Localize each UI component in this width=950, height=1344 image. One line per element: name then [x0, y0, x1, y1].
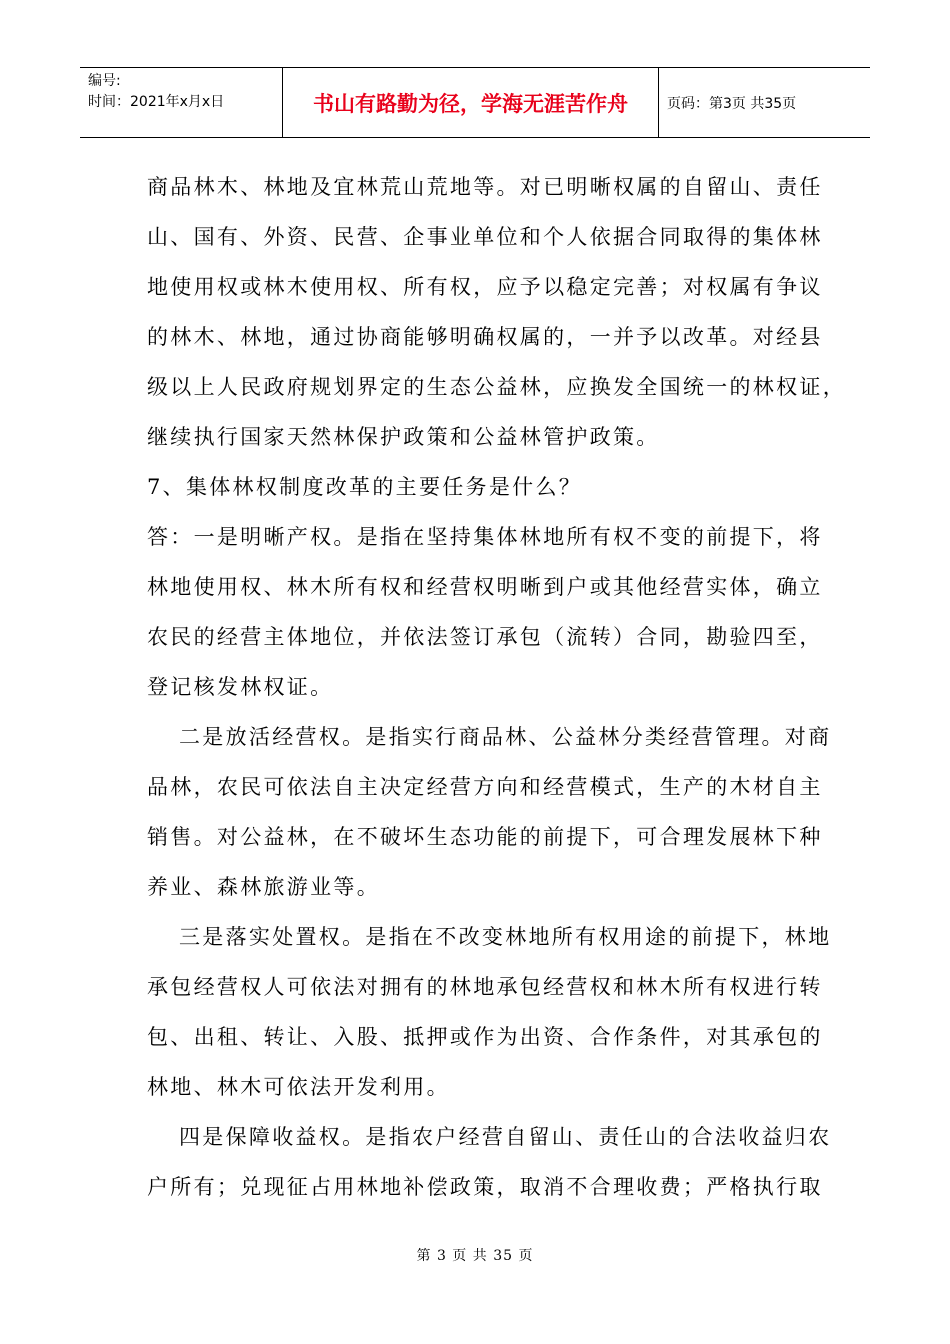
document-body: [147, 162, 846, 1212]
body-line: 四是保障收益权。是指农户经营自留山、责任山的合法收益归农: [179, 1125, 832, 1149]
body-line: 三是落实处置权。是指在不改变林地所有权用途的前提下，林地: [179, 925, 832, 949]
body-line: 继续执行国家天然林保护政策和公益林管护政策。: [147, 425, 660, 449]
body-line: 包、出租、转让、入股、抵押或作为出资、合作条件，对其承包的: [147, 1025, 823, 1049]
body-line: 承包经营权人可依法对拥有的林地承包经营权和林木所有权进行转: [147, 975, 823, 999]
header-page-info-cell: [659, 68, 870, 137]
body-line: 农民的经营主体地位，并依法签订承包（流转）合同，勘验四至，: [147, 625, 823, 649]
document-header: [80, 67, 870, 138]
body-line: 级以上人民政府规划界定的生态公益林，应换发全国统一的林权证，: [147, 375, 846, 399]
body-line: 户所有；兑现征占用林地补偿政策，取消不合理收费；严格执行取: [147, 1175, 823, 1199]
body-line: 山、国有、外资、民营、企事业单位和个人依据合同取得的集体林: [147, 225, 823, 249]
body-line: 地使用权或林木使用权、所有权，应予以稳定完善；对权属有争议: [147, 275, 823, 299]
body-line: 林地使用权、林木所有权和经营权明晰到户或其他经营实体，确立: [147, 575, 823, 599]
header-page-info: 页码：第3页 共35页: [667, 95, 797, 112]
header-meta-cell: [80, 68, 283, 137]
body-line: 登记核发林权证。: [147, 675, 334, 699]
page-footer: 第 3 页 共 35 页: [416, 1248, 534, 1264]
body-line: 养业、森林旅游业等。: [147, 875, 380, 899]
header-motto: 书山有路勤为径，学海无涯苦作舟: [283, 68, 659, 137]
date-line: 时间：2021年x月x日: [88, 94, 225, 110]
body-line: 销售。对公益林，在不破坏生态功能的前提下，可合理发展林下种: [147, 825, 823, 849]
body-line: 答：一是明晰产权。是指在坚持集体林地所有权不变的前提下，将: [147, 525, 823, 549]
code-label: 编号:: [88, 73, 121, 89]
body-line: 二是放活经营权。是指实行商品林、公益林分类经营管理。对商: [179, 725, 832, 749]
body-line: 的林木、林地，通过协商能够明确权属的，一并予以改革。对经县: [147, 325, 823, 349]
body-line: 林地、林木可依法开发利用。: [147, 1075, 450, 1099]
question-heading: 7、集体林权制度改革的主要任务是什么？: [147, 475, 583, 499]
body-line: 品林，农民可依法自主决定经营方向和经营模式，生产的木材自主: [147, 775, 823, 799]
body-line: 商品林木、林地及宜林荒山荒地等。对已明晰权属的自留山、责任: [147, 175, 823, 199]
